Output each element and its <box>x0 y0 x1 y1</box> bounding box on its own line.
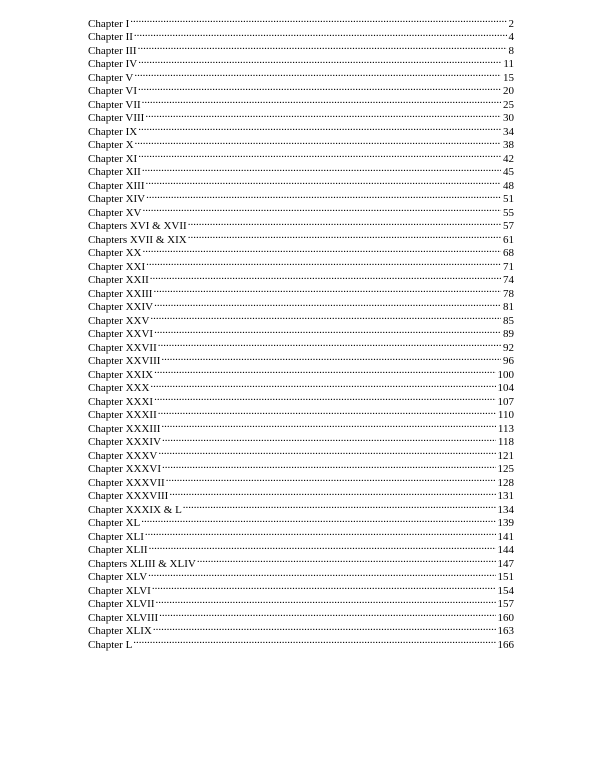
toc-dot-leader <box>154 391 495 405</box>
toc-dot-leader <box>146 256 501 270</box>
toc-entry-title: Chapter XLIX <box>88 625 152 637</box>
toc-entry-title: Chapter V <box>88 71 134 84</box>
toc-entry-page-number: 147 <box>497 557 514 570</box>
toc-entry-page-number: 25 <box>503 98 514 111</box>
toc-entry-page-number: 48 <box>503 179 514 192</box>
toc-entry-title: Chapter XXXI <box>88 395 154 408</box>
toc-dot-leader <box>169 486 495 500</box>
toc-dot-leader <box>150 310 501 324</box>
toc-entry[interactable] <box>88 13 514 30</box>
toc-dot-leader <box>134 67 501 81</box>
toc-entry-page-number: 107 <box>497 395 514 408</box>
toc-entry-title: Chapter XIV <box>88 193 146 205</box>
toc-entry-page-number: 157 <box>497 598 514 610</box>
toc-dot-leader <box>158 405 496 419</box>
toc-entry-title: Chapter XXXVI <box>88 463 162 475</box>
toc-entry-page-number: 74 <box>503 274 514 286</box>
toc-dot-leader <box>146 189 501 203</box>
toc-entry[interactable] <box>88 567 514 581</box>
toc-dot-leader <box>162 459 495 473</box>
toc-dot-leader <box>153 621 496 635</box>
toc-entry-title: Chapter XX <box>88 247 142 259</box>
toc-dot-leader <box>138 40 507 54</box>
toc-dot-leader <box>156 594 496 608</box>
toc-entry-title: Chapter XXXV <box>88 449 158 462</box>
toc-dot-leader <box>161 418 496 432</box>
toc-entry-title: Chapter XXVIII <box>88 355 161 367</box>
toc-dot-leader <box>159 607 495 621</box>
toc-entry-page-number: 8 <box>508 44 514 57</box>
toc-entry-title: Chapters XLIII & XLIV <box>88 557 196 570</box>
toc-entry-page-number: 81 <box>503 301 514 313</box>
toc-entry-page-number: 4 <box>508 31 514 43</box>
toc-entry[interactable] <box>88 162 514 176</box>
toc-entry-page-number: 20 <box>503 85 514 97</box>
toc-entry-page-number: 104 <box>497 382 514 394</box>
toc-entry-title: Chapter XXXIV <box>88 436 162 448</box>
toc-entry[interactable] <box>88 283 514 300</box>
toc-entry[interactable] <box>88 148 514 165</box>
toc-entry-title: Chapter XXIII <box>88 287 153 300</box>
toc-entry-title: Chapter XXXII <box>88 409 157 421</box>
toc-dot-leader <box>188 216 501 230</box>
toc-entry-page-number: 163 <box>497 625 514 637</box>
toc-entry[interactable] <box>88 243 514 257</box>
toc-dot-leader <box>134 27 507 41</box>
toc-entry-page-number: 38 <box>503 139 514 151</box>
toc-entry-title: Chapters XVII & XIX <box>88 233 187 246</box>
toc-entry-title: Chapter XI <box>88 152 138 165</box>
toc-dot-leader <box>138 121 501 135</box>
toc-entry-title: Chapter XXXIII <box>88 422 161 435</box>
toc-dot-leader <box>142 94 501 108</box>
toc-entry[interactable] <box>88 270 514 284</box>
toc-entry-page-number: 34 <box>503 125 514 138</box>
toc-entry[interactable] <box>88 175 514 192</box>
toc-entry[interactable] <box>88 621 514 635</box>
toc-entry-title: Chapter XV <box>88 206 142 219</box>
toc-entry-page-number: 71 <box>503 260 514 273</box>
toc-dot-leader <box>138 148 501 162</box>
toc-entry-title: Chapter IV <box>88 58 138 70</box>
toc-entry-page-number: 128 <box>497 476 514 489</box>
toc-entry[interactable] <box>88 81 514 95</box>
toc-entry-page-number: 61 <box>503 233 514 246</box>
toc-entry-page-number: 160 <box>497 611 514 624</box>
toc-entry-page-number: 166 <box>497 638 514 651</box>
toc-dot-leader <box>154 324 501 338</box>
toc-dot-leader <box>135 135 501 149</box>
toc-entry[interactable] <box>88 594 514 608</box>
toc-entry[interactable] <box>88 378 514 392</box>
toc-entry[interactable] <box>88 54 514 68</box>
toc-dot-leader <box>154 297 501 311</box>
toc-entry-page-number: 139 <box>497 517 514 529</box>
toc-entry-page-number: 85 <box>503 314 514 327</box>
toc-entry-title: Chapter VII <box>88 98 141 111</box>
toc-entry-page-number: 89 <box>503 328 514 340</box>
toc-entry-page-number: 11 <box>503 58 514 70</box>
toc-entry[interactable] <box>88 256 514 273</box>
toc-entry-title: Chapter XLVII <box>88 598 155 610</box>
toc-dot-leader <box>130 13 506 27</box>
toc-entry-page-number: 78 <box>503 287 514 300</box>
toc-dot-leader <box>138 81 501 95</box>
toc-entry-title: Chapter IX <box>88 125 138 138</box>
toc-entry-title: Chapter III <box>88 44 137 57</box>
toc-entry-title: Chapter XXIV <box>88 301 154 313</box>
toc-entry-title: Chapter VI <box>88 85 137 97</box>
toc-dot-leader <box>158 445 495 459</box>
toc-dot-leader <box>158 337 501 351</box>
toc-entry-page-number: 141 <box>497 530 514 543</box>
toc-entry[interactable] <box>88 94 514 111</box>
toc-entry-page-number: 118 <box>497 436 514 448</box>
toc-dot-leader <box>188 229 501 243</box>
toc-entry-page-number: 68 <box>503 247 514 259</box>
toc-entry-page-number: 15 <box>503 71 514 84</box>
toc-entry-page-number: 55 <box>503 206 514 219</box>
table-of-contents <box>88 13 514 651</box>
toc-entry-title: Chapter XXVII <box>88 341 157 354</box>
toc-entry-title: Chapter XXXVII <box>88 476 165 489</box>
toc-entry-page-number: 131 <box>497 490 514 502</box>
toc-entry-page-number: 144 <box>497 544 514 556</box>
toc-entry[interactable] <box>88 40 514 57</box>
toc-entry-title: Chapter XII <box>88 166 141 178</box>
toc-entry-title: Chapters XVI & XVII <box>88 220 187 232</box>
toc-dot-leader <box>154 364 495 378</box>
toc-dot-leader <box>141 513 495 527</box>
toc-entry[interactable] <box>88 634 514 651</box>
toc-dot-leader <box>150 378 495 392</box>
toc-entry-page-number: 125 <box>497 463 514 475</box>
toc-entry-title: Chapter XXXVIII <box>88 490 169 502</box>
toc-entry-page-number: 92 <box>503 341 514 354</box>
toc-dot-leader <box>142 202 501 216</box>
toc-entry-page-number: 113 <box>497 422 514 435</box>
toc-entry-title: Chapter XXV <box>88 314 150 327</box>
toc-entry-title: Chapter II <box>88 31 133 43</box>
toc-dot-leader <box>148 567 495 581</box>
toc-entry-title: Chapter XXX <box>88 382 150 394</box>
toc-entry[interactable] <box>88 324 514 338</box>
toc-entry-page-number: 96 <box>503 355 514 367</box>
toc-entry-page-number: 30 <box>503 112 514 124</box>
toc-dot-leader <box>133 634 495 648</box>
toc-entry-page-number: 2 <box>508 17 514 30</box>
toc-dot-leader <box>146 175 501 189</box>
toc-entry[interactable] <box>88 27 514 41</box>
toc-entry-page-number: 134 <box>497 503 514 516</box>
toc-dot-leader <box>142 243 501 257</box>
toc-entry-title: Chapter I <box>88 17 130 30</box>
toc-dot-leader <box>152 580 496 594</box>
toc-entry[interactable] <box>88 310 514 327</box>
toc-entry-title: Chapter XXII <box>88 274 149 286</box>
toc-dot-leader <box>153 283 501 297</box>
toc-dot-leader <box>142 162 501 176</box>
toc-dot-leader <box>145 108 501 122</box>
toc-entry[interactable] <box>88 189 514 203</box>
toc-entry[interactable] <box>88 513 514 527</box>
toc-entry-title: Chapter XXXIX & L <box>88 503 182 516</box>
toc-entry-page-number: 51 <box>503 193 514 205</box>
toc-entry-page-number: 42 <box>503 152 514 165</box>
toc-dot-leader <box>149 540 496 554</box>
toc-entry-page-number: 45 <box>503 166 514 178</box>
toc-entry[interactable] <box>88 216 514 230</box>
toc-entry-title: Chapter XXI <box>88 260 146 273</box>
toc-entry-title: Chapter XXVI <box>88 328 154 340</box>
toc-entry[interactable] <box>88 108 514 122</box>
toc-entry[interactable] <box>88 202 514 219</box>
toc-entry-title: Chapter XLVIII <box>88 611 159 624</box>
toc-entry-title: Chapter XXIX <box>88 368 154 381</box>
toc-entry-title: Chapter XIII <box>88 179 145 192</box>
toc-entry[interactable] <box>88 540 514 554</box>
toc-dot-leader <box>162 432 496 446</box>
toc-entry-title: Chapter X <box>88 139 134 151</box>
toc-entry-title: Chapter XL <box>88 517 141 529</box>
toc-entry-title: Chapter XLV <box>88 571 148 583</box>
toc-entry-title: Chapter XLI <box>88 530 144 543</box>
toc-dot-leader <box>138 54 501 68</box>
toc-entry-page-number: 100 <box>497 368 514 381</box>
toc-dot-leader <box>161 351 501 365</box>
toc-entry-title: Chapter XLII <box>88 544 148 556</box>
toc-entry[interactable] <box>88 580 514 597</box>
toc-entry[interactable] <box>88 67 514 84</box>
toc-dot-leader <box>166 472 496 486</box>
toc-entry-page-number: 110 <box>497 409 514 421</box>
toc-entry-page-number: 57 <box>503 220 514 232</box>
toc-dot-leader <box>183 499 496 513</box>
toc-dot-leader <box>197 553 496 567</box>
toc-entry[interactable] <box>88 553 514 570</box>
toc-entry[interactable] <box>88 135 514 149</box>
toc-entry-title: Chapter L <box>88 638 133 651</box>
toc-entry[interactable] <box>88 391 514 408</box>
toc-entry-page-number: 154 <box>497 584 514 597</box>
toc-entry[interactable] <box>88 121 514 138</box>
toc-entry[interactable] <box>88 526 514 543</box>
toc-entry-title: Chapter VIII <box>88 112 145 124</box>
toc-dot-leader <box>145 526 496 540</box>
toc-entry-title: Chapter XLVI <box>88 584 151 597</box>
toc-entry-page-number: 121 <box>497 449 514 462</box>
toc-entry-page-number: 151 <box>497 571 514 583</box>
toc-dot-leader <box>150 270 501 284</box>
